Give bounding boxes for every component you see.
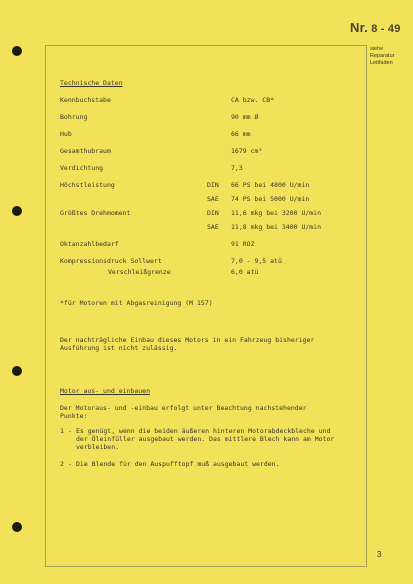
row-value: 66 mm: [231, 130, 251, 138]
kompression-value: 7,0 - 9,5 atü: [231, 257, 282, 265]
motor-intro: Der Motoraus- und -einbau erfolgt unter Beachtung nachstehender Punkte:: [60, 404, 307, 420]
drehmoment-norm: DIN: [207, 209, 219, 217]
nr-label: Nr.: [350, 20, 368, 35]
motor-item: Die Blende für den Auspufftopf muß ausgebaut werden.: [76, 460, 280, 468]
side-note-line: Leitfaden: [370, 60, 393, 66]
note-paragraph: Der nachträgliche Einbau dieses Motors in ein Fahrzeug bisheriger Ausführung ist nicht zulässig.: [60, 336, 315, 352]
nr-value: 8 - 49: [371, 23, 401, 35]
side-note-line: Reparatur: [370, 53, 395, 59]
kompression-label: Kompressionsdruck Sollwert: [60, 257, 162, 265]
leistung-value: 66 PS bei 4800 U/min: [231, 181, 310, 189]
verschleiss-value: 6,0 atü: [231, 268, 259, 276]
row-value: 90 mm Ø: [231, 113, 259, 121]
page-number-footer: 3: [377, 550, 382, 559]
footnote: *für Motoren mit Abgasreinigung (M 157): [60, 299, 213, 307]
punch-hole-top: [12, 46, 22, 56]
row-label: Kennbuchstabe: [60, 96, 111, 104]
item-number: 1 -: [60, 427, 72, 435]
leistung-label: Höchstleistung: [60, 181, 115, 189]
side-note: [370, 46, 410, 67]
row-label: Verdichtung: [60, 164, 104, 172]
verschleiss-label: Verschleißgrenze: [108, 268, 171, 276]
drehmoment-label: Größtes Drehmoment: [60, 209, 131, 217]
row-value: 7,3: [231, 164, 243, 172]
item-number: 2 -: [60, 460, 72, 468]
row-label: Hub: [60, 130, 72, 138]
oktan-label: Oktanzahlbedarf: [60, 240, 119, 248]
punch-hole-middle-upper: [12, 206, 22, 216]
leistung-norm: DIN: [207, 181, 219, 189]
row-label: Gesamthubraum: [60, 147, 111, 155]
drehmoment-norm: SAE: [207, 223, 219, 231]
motor-heading: Motor aus- und einbauen: [60, 387, 151, 395]
punch-hole-middle-lower: [12, 366, 22, 376]
drehmoment-value: 11,8 mkg bei 3400 U/min: [231, 223, 322, 231]
tech-heading: Technische Daten: [60, 79, 123, 87]
motor-item: Es genügt, wenn die beiden äußeren hinteren Motorabdeckbleche und der Öleinfüller ausgebaut werden. Das mittlere Blech kann am Motor verbleiben.: [76, 427, 335, 451]
leistung-value: 74 PS bei 5000 U/min: [231, 195, 310, 203]
drehmoment-value: 11,6 mkg bei 3200 U/min: [231, 209, 322, 217]
row-label: Bohrung: [60, 113, 88, 121]
leistung-norm: SAE: [207, 195, 219, 203]
side-note-line: siehe: [370, 46, 384, 52]
page-number-header: [350, 20, 401, 35]
row-value: 1679 cm³: [231, 147, 263, 155]
punch-hole-bottom: [12, 522, 22, 532]
row-value: CA bzw. CB*: [231, 96, 275, 104]
oktan-value: 91 ROZ: [231, 240, 255, 248]
